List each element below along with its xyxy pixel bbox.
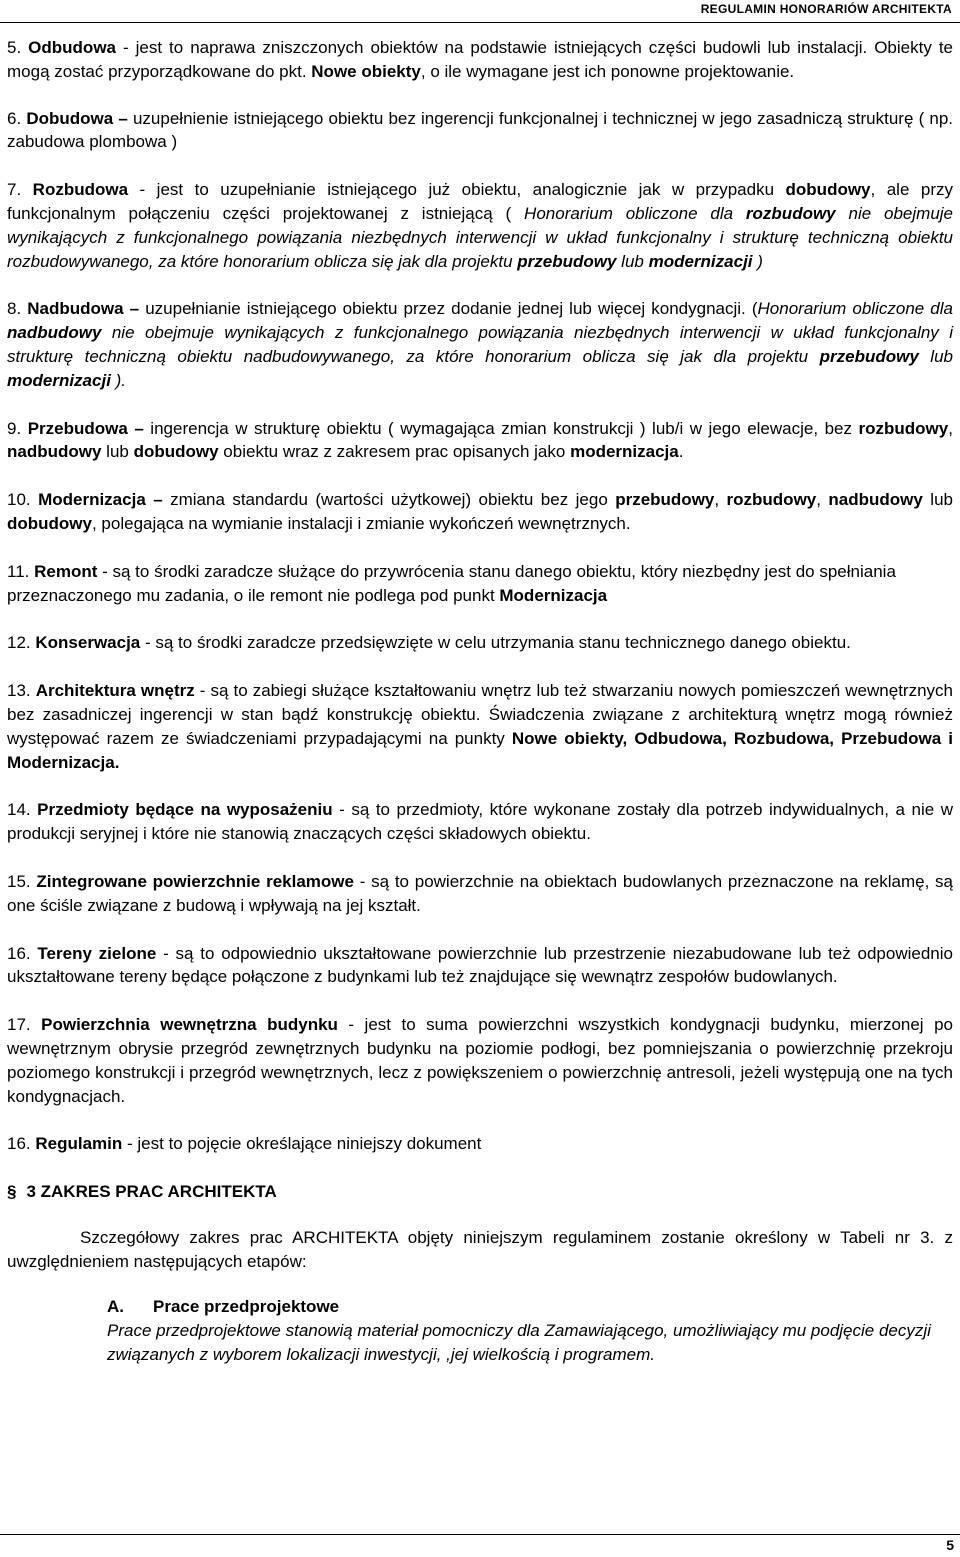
note-text: Honorarium obliczone dla xyxy=(524,203,746,223)
definition-text: - jest to uzupełnianie istniejącego już obiektu, analogicznie jak w przypadku xyxy=(128,180,786,200)
term: Modernizacja – xyxy=(38,490,163,510)
header-rule xyxy=(0,22,960,23)
item-number: 15. xyxy=(7,871,31,891)
term-ref: Modernizacja xyxy=(499,585,608,605)
definition-text: - jest to suma powierzchni wszystkich kondygnacji budynku, mierzonej po wewnętrznym obrysie przegród zewnętrznych budynku na poziomie podłogi, bez pomniejszania o powierzchnię przekroju poziomego konstrukcji i przegród wewnętrznych, lecz z powiększeniem o powierzchnię antresoli, jeżeli występują one na tych kondygnacjach. xyxy=(7,1015,953,1106)
definition-7 xyxy=(7,178,953,273)
term: Dobudowa – xyxy=(26,108,128,128)
definition-5 xyxy=(7,36,953,84)
definition-text: ingerencja w strukturę obiektu ( wymagająca zmian konstrukcji ) lub/i w jego elewacje, bez xyxy=(143,418,859,438)
note-term: modernizacji xyxy=(648,251,753,271)
item-number: 12. xyxy=(7,633,31,653)
note-text: nie obejmuje wynikających z funkcjonalnego powiązania niezbędnych interwencji w układ funkcjonalny i strukturę techniczną obiektu nadbudowywanego, za które honorarium oblicza się jak dla projektu xyxy=(7,323,953,366)
note-text: ) xyxy=(752,251,763,271)
term: Przedmioty będące na wyposażeniu xyxy=(37,800,333,820)
term-ref: Nowe obiekty, Odbudowa, Rozbudowa, Przebudowa i Modernizacja. xyxy=(7,728,953,772)
paragraph-symbol: § xyxy=(7,1182,17,1202)
term-ref: dobudowy xyxy=(7,513,92,533)
definition-text: - są to odpowiednio ukształtowane powierzchnie lub przestrzenie niezabudowane lub też odpowiednio ukształtowane tereny będące połączone z budynkami lub też znajdujące się wewnątrz zespołów budowlanych. xyxy=(7,943,953,987)
item-number: 16. xyxy=(7,1134,31,1154)
definition-text: - jest to pojęcie określające niniejszy dokument xyxy=(122,1134,482,1154)
definition-16-regulamin xyxy=(7,1132,953,1156)
section-heading xyxy=(7,1180,953,1204)
note-text: ). xyxy=(110,370,127,390)
note-text: lub xyxy=(918,346,953,366)
document-body xyxy=(7,36,953,1367)
definition-text: , polegająca na wymianie instalacji i zmianie wykończeń wewnętrznych. xyxy=(91,513,631,533)
definition-17 xyxy=(7,1013,953,1108)
term: Odbudowa xyxy=(28,38,116,57)
definition-9 xyxy=(7,417,953,465)
definition-text: zmiana standardu (wartości użytkowej) obiektu bez jego xyxy=(162,490,616,510)
separator: , xyxy=(816,490,829,510)
item-number: 14. xyxy=(7,800,31,820)
term-ref: nadbudowy xyxy=(828,490,923,510)
term: Powierzchnia wewnętrzna budynku xyxy=(41,1015,338,1035)
definition-text: uzupełnienie istniejącego obiektu bez ingerencji funkcjonalnej i technicznej w jego zasadniczą strukturę ( np. zabudowa plombowa ) xyxy=(7,108,953,152)
definition-15 xyxy=(7,870,953,918)
definition-8 xyxy=(7,297,953,392)
definition-10 xyxy=(7,488,953,536)
item-number: 9. xyxy=(7,418,22,438)
definition-13 xyxy=(7,679,953,774)
note-term: rozbudowy xyxy=(745,203,836,223)
note-term: przebudowy xyxy=(819,346,919,366)
term: Przebudowa – xyxy=(27,418,144,438)
definition-text: , o ile wymagane jest ich ponowne projektowanie. xyxy=(420,61,795,81)
section-intro: Szczegółowy zakres prac ARCHITEKTA objęty niniejszym regulaminem zostanie określony w Tabeli nr 3. z uwzględnieniem następujących etapów: xyxy=(7,1227,953,1271)
term: Rozbudowa xyxy=(32,180,129,200)
definition-12 xyxy=(7,631,953,655)
note-term: nadbudowy xyxy=(7,323,102,343)
definition-text: - jest to naprawa zniszczonych obiektów na podstawie istniejących części budowli lub instalacji. Obiekty te mogą zostać przyporządkowane do pkt. xyxy=(7,38,953,81)
definition-text: , ale przy funkcjonalnym połączeniu części projektowanej z istniejącą ( xyxy=(7,180,953,223)
item-number: 10. xyxy=(7,490,31,510)
separator: , xyxy=(714,490,727,510)
item-number: 11. xyxy=(7,561,30,581)
separator: lub xyxy=(101,442,134,462)
definition-text: uzupełnianie istniejącego obiektu przez dodanie jednej lub więcej kondygnacji. ( xyxy=(139,299,758,319)
stage-description: Prace przedprojektowe stanowią materiał pomocniczy dla Zamawiającego, umożliwiający mu podjęcie decyzji związanych z wyborem lokalizacji inwestycji, ,jej wielkością i programem. xyxy=(107,1321,931,1365)
term: Remont xyxy=(34,561,98,581)
running-header: REGULAMIN HONORARIÓW ARCHITEKTA xyxy=(700,2,952,16)
definition-14 xyxy=(7,798,953,846)
page-number: 5 xyxy=(946,1537,954,1553)
term-ref: Nowe obiekty xyxy=(311,61,421,81)
stage-a xyxy=(107,1295,953,1366)
footer-rule xyxy=(0,1534,960,1535)
item-number: 8. xyxy=(7,299,22,319)
note-text: Honorarium obliczone dla xyxy=(757,299,953,319)
item-number: 16. xyxy=(7,943,31,963)
definition-11 xyxy=(7,560,953,608)
term: Nadbudowa – xyxy=(27,299,140,319)
item-number: 5. xyxy=(7,38,22,57)
term: Konserwacja xyxy=(35,633,141,653)
section-title: 3 ZAKRES PRAC ARCHITEKTA xyxy=(26,1182,277,1202)
stage-letter: A. xyxy=(107,1297,124,1317)
definition-text: - są to środki zaradcze przedsięwzięte w celu utrzymania stanu technicznego danego obiektu. xyxy=(140,633,851,653)
term-ref: dobudowy xyxy=(133,442,219,462)
definition-text: - są to zabiegi służące kształtowaniu wnętrz lub też stwarzaniu nowych pomieszczeń wewnętrznych bez zasadniczej ingerencji w stan bądź konstrukcję obiektu. Świadczenia związane z architekturą wnętrz mogą również występować razem ze świadczeniami przypadającymi na punkty xyxy=(7,681,953,748)
definition-text: - są to powierzchnie na obiektach budowlanych przeznaczone na reklamę, są one ściśle związane z budową i wpływają na jej kształt. xyxy=(7,871,953,915)
separator: . xyxy=(678,442,684,462)
term-ref: rozbudowy xyxy=(726,490,817,510)
term: Zintegrowane powierzchnie reklamowe xyxy=(36,871,354,891)
stage-name: Prace przedprojektowe xyxy=(153,1297,340,1317)
term-ref: nadbudowy xyxy=(7,442,102,462)
note-text: lub xyxy=(616,251,649,271)
definition-text: obiektu wraz z zakresem prac opisanych jako xyxy=(218,442,571,462)
term: Tereny zielone xyxy=(37,943,157,963)
note-term: przebudowy xyxy=(517,251,617,271)
definition-text: - są to przedmioty, które wykonane zostały dla potrzeb indywidualnych, a nie w produkcji seryjnej i które nie stanowią znaczących części składowych obiektu. xyxy=(7,800,953,844)
separator: lub xyxy=(922,490,953,510)
definition-text: - są to środki zaradcze służące do przywrócenia stanu danego obiektu, który niezbędny jest do spełniania przeznaczonego mu zadania, o ile remont nie podlega pod punkt xyxy=(7,561,896,605)
note-term: modernizacji xyxy=(7,370,111,390)
stage-title xyxy=(107,1295,953,1319)
item-number: 6. xyxy=(7,108,22,128)
item-number: 7. xyxy=(7,180,22,200)
term-ref: dobudowy xyxy=(785,180,871,200)
separator: , xyxy=(948,418,953,438)
definition-16-tereny xyxy=(7,942,953,990)
item-number: 13. xyxy=(7,681,31,701)
term-ref: rozbudowy xyxy=(858,418,949,438)
term-ref: modernizacja xyxy=(570,442,679,462)
note-text: nie obejmuje wynikających z funkcjonalnego powiązania niezbędnych interwencji w układ funkcjonalny i strukturę techniczną obiektu rozbudowywanego, za które honorarium oblicza się jak dla projektu xyxy=(7,203,954,271)
term-ref: przebudowy xyxy=(615,490,715,510)
definition-6 xyxy=(7,107,953,155)
item-number: 17. xyxy=(7,1015,31,1035)
term: Regulamin xyxy=(35,1134,123,1154)
term: Architektura wnętrz xyxy=(35,681,195,701)
